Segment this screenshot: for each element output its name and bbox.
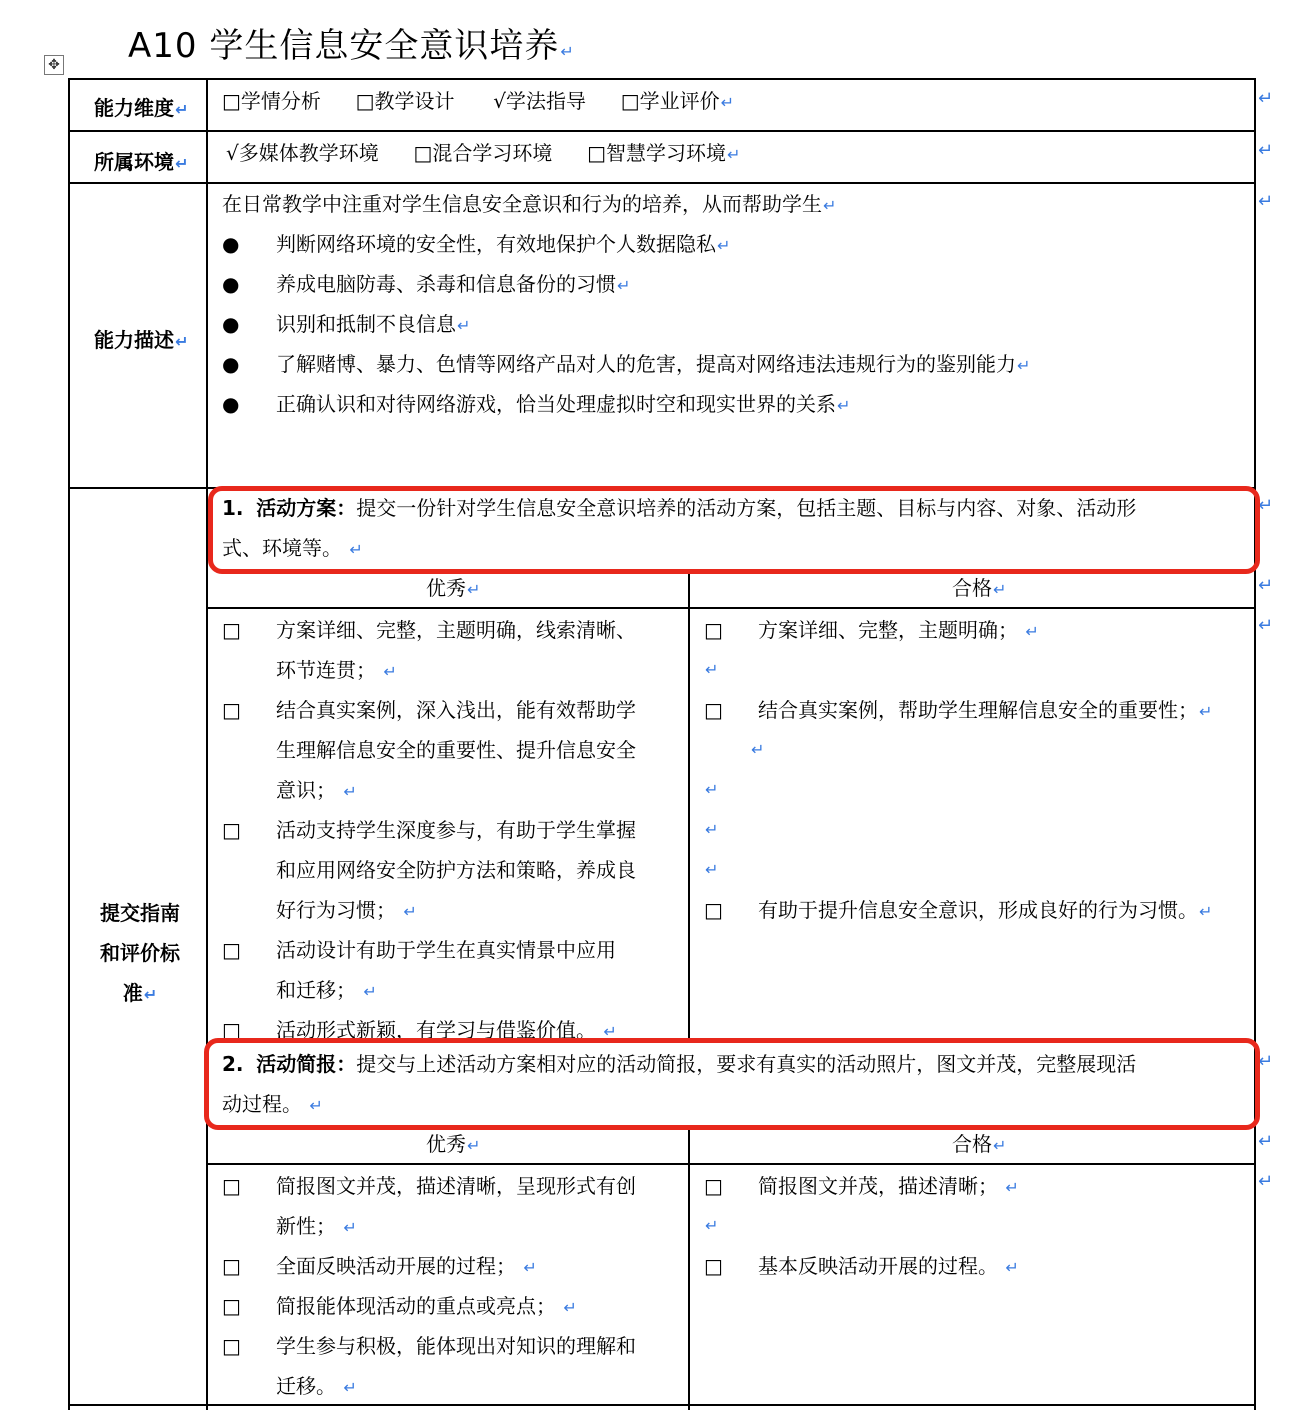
task1-header-excellent: 优秀↵: [426, 576, 481, 600]
dimension-options: □学情分析 □教学设计 √学法指导 □学业评价↵: [222, 89, 735, 113]
list-item: □ 方案详细、完整，主题明确，线索清晰、: [222, 618, 636, 642]
label-environment: 所属环境↵: [94, 150, 189, 174]
label-dimension: 能力维度↵: [94, 96, 189, 120]
list-item: □ 简报图文并茂，描述清晰，呈现形式有创: [222, 1174, 636, 1198]
row-end-mark: ↵: [1258, 575, 1274, 596]
task1-description: 1. 活动方案：提交一份针对学生信息安全意识培养的活动方案，包括主题、目标与内容、对象、活动形 式、环境等。 ↵: [222, 496, 1137, 560]
list-item: □ 活动设计有助于学生在真实情景中应用: [222, 938, 616, 962]
task2-header-excellent: 优秀↵: [426, 1132, 481, 1156]
list-item: □ 全面反映活动开展的过程； ↵: [222, 1254, 537, 1278]
task2-pass-list: □ 简报图文并茂，描述清晰； ↵ ↵ □ 基本反映活动开展的过程。 ↵: [704, 1166, 1252, 1286]
description-intro: 在日常教学中注重对学生信息安全意识和行为的培养，从而帮助学生↵: [222, 192, 837, 216]
row-end-mark: ↵: [1258, 1051, 1274, 1072]
list-item: □ 基本反映活动开展的过程。 ↵: [704, 1254, 1019, 1278]
task1-highlight-box: [208, 486, 1260, 574]
list-item: □ 结合真实案例，深入浅出，能有效帮助学: [222, 698, 636, 722]
list-item: □ 简报图文并茂，描述清晰； ↵: [704, 1174, 1019, 1198]
task2-description: 2. 活动简报：提交与上述活动方案相对应的活动简报，要求有真实的活动照片，图文并茂，完整展现活 动过程。 ↵: [222, 1052, 1137, 1116]
task1-header-pass: 合格↵: [952, 576, 1007, 600]
task2-excellent-list: [222, 1166, 684, 1406]
list-item: 生理解信息安全的重要性、提升信息安全: [276, 738, 636, 762]
list-item: □ 结合真实案例，帮助学生理解信息安全的重要性；↵: [704, 698, 1213, 722]
list-item: 好行为习惯； ↵: [276, 898, 417, 922]
task1-pass-list: □ 方案详细、完整，主题明确； ↵ ↵ □ 结合真实案例，帮助学生理解信息安全的重要性；↵ ↵ ↵ ↵ ↵ □ 有助于提升信息安全意识，形成良好的行为习惯。↵: [704, 610, 1252, 930]
task2-highlight-box: [204, 1038, 1260, 1130]
list-item: □ 活动形式新颖，有学习与借鉴价值。 ↵: [222, 1018, 617, 1042]
row-end-mark: ↵: [1258, 1131, 1274, 1152]
document-title: A10 学生信息安全意识培养↵: [128, 26, 575, 66]
option-blended-env[interactable]: □混合学习环境: [413, 141, 553, 165]
paragraph-mark: ↵: [560, 42, 575, 61]
table-move-handle-icon[interactable]: ✥: [44, 55, 64, 75]
list-item: 和应用网络安全防护方法和策略，养成良: [276, 858, 636, 882]
option-smart-env[interactable]: □智慧学习环境: [587, 141, 726, 165]
list-item: 新性； ↵: [276, 1214, 357, 1238]
list-item: □ 学生参与积极，能体现出对知识的理解和: [222, 1334, 636, 1358]
list-item: 和迁移； ↵: [276, 978, 377, 1002]
list-item: □ 有助于提升信息安全意识，形成良好的行为习惯。↵: [704, 898, 1213, 922]
environment-options: √多媒体教学环境 □混合学习环境 □智慧学习环境↵: [226, 141, 741, 165]
row-end-mark: ↵: [1258, 495, 1274, 516]
list-item: 迁移。 ↵: [276, 1374, 357, 1398]
option-academic-evaluation[interactable]: □学业评价: [620, 89, 720, 113]
row-end-mark: ↵: [1258, 615, 1274, 636]
task1-excellent-list: [222, 610, 684, 1050]
option-study-guidance[interactable]: √学法指导: [493, 89, 586, 113]
row-end-mark: ↵: [1258, 88, 1274, 109]
option-learning-analysis[interactable]: □学情分析: [222, 89, 321, 113]
list-item: 意识； ↵: [276, 778, 357, 802]
option-multimedia-env[interactable]: √多媒体教学环境: [226, 141, 379, 165]
label-description: 能力描述↵: [94, 328, 189, 352]
row-end-mark: ↵: [1258, 1171, 1274, 1192]
row-end-mark: ↵: [1258, 140, 1274, 161]
row-end-mark: ↵: [1258, 191, 1274, 212]
task2-header-pass: 合格↵: [952, 1132, 1007, 1156]
list-item: □ 方案详细、完整，主题明确； ↵: [704, 618, 1039, 642]
list-item: □ 活动支持学生深度参与，有助于学生掌握: [222, 818, 636, 842]
list-item: 环节连贯； ↵: [276, 658, 397, 682]
list-item: □ 简报能体现活动的重点或亮点； ↵: [222, 1294, 577, 1318]
label-guide: 提交指南 和评价标 准↵: [100, 901, 180, 1005]
option-teaching-design[interactable]: □教学设计: [355, 89, 455, 113]
